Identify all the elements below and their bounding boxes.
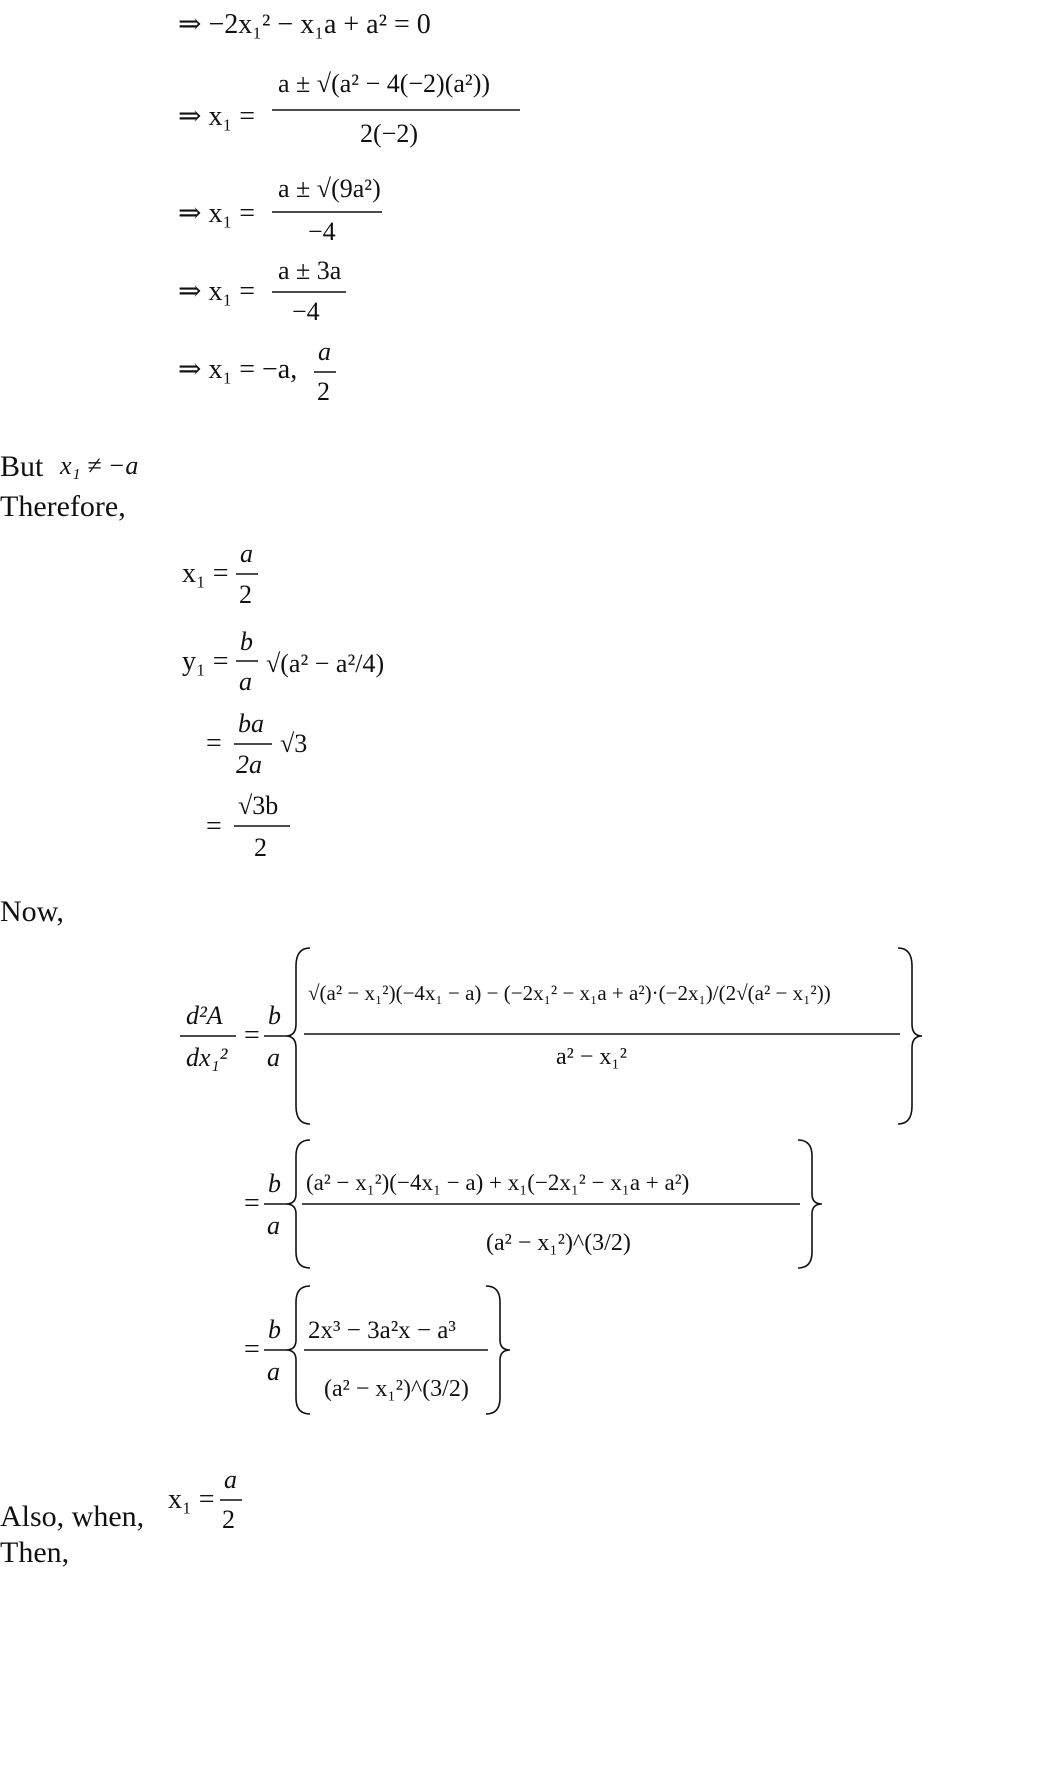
second-derivative-line-1 — [180, 948, 922, 1124]
svg-text:ba: ba — [238, 709, 264, 738]
svg-text:=: = — [206, 811, 222, 842]
right-brace — [798, 1140, 822, 1268]
svg-text:a: a — [267, 1211, 280, 1240]
step-3-equation — [178, 174, 382, 246]
line-3-denominator: (a² − x₁²)^(3/2) — [324, 1376, 469, 1402]
y1-result — [182, 627, 384, 696]
left-brace — [286, 948, 310, 1124]
y1-root: √(a² − a²/4) — [266, 649, 385, 678]
step-3-denominator: −4 — [308, 217, 336, 246]
svg-text:√3: √3 — [280, 729, 308, 758]
line-2-denominator: (a² − x₁²)^(3/2) — [486, 1230, 631, 1256]
svg-text:dx₁²: dx₁² — [186, 1043, 228, 1072]
svg-text:x₁ =: x₁ = — [168, 1484, 215, 1515]
svg-text:√3b: √3b — [238, 791, 279, 820]
final-condition — [168, 1465, 242, 1534]
therefore-label: Therefore, — [0, 490, 126, 523]
svg-text:2a: 2a — [236, 750, 262, 779]
then-label: Then, — [0, 1536, 70, 1569]
step-4-numerator: a ± 3a — [278, 256, 342, 285]
svg-text:2: 2 — [239, 580, 252, 609]
svg-text:⇒ x₁ = −a,: ⇒ x₁ = −a, — [178, 354, 298, 385]
svg-text:⇒ x₁ =: ⇒ x₁ = — [178, 276, 256, 307]
line-1-denominator: a² − x₁² — [556, 1044, 627, 1070]
svg-text:a: a — [239, 667, 252, 696]
svg-text:=: = — [244, 1334, 260, 1365]
but-label: But — [0, 450, 44, 483]
step-3-numerator: a ± √(9a²) — [278, 174, 381, 203]
svg-text:x₁ =: x₁ = — [182, 558, 229, 589]
svg-text:b: b — [240, 627, 253, 656]
svg-text:2: 2 — [317, 377, 330, 406]
now-label: Now, — [0, 895, 64, 928]
svg-text:b: b — [268, 1315, 281, 1344]
right-brace — [486, 1286, 510, 1414]
condition-expression — [59, 451, 138, 480]
step-4-denominator: −4 — [292, 297, 320, 326]
svg-text:=: = — [244, 1188, 260, 1219]
step-5-equation — [178, 337, 336, 406]
second-derivative-line-2 — [244, 1140, 822, 1268]
right-brace — [898, 948, 922, 1124]
svg-text:a: a — [267, 1043, 280, 1072]
line-1-numerator: √(a² − x₁²)(−4x₁ − a) − (−2x₁² − x₁a + a²)·(−2x₁)/(2√(a² − x₁²)) — [308, 981, 831, 1005]
svg-text:2: 2 — [222, 1505, 235, 1534]
svg-text:y₁ =: y₁ = — [182, 646, 229, 677]
line-3-numerator: 2x³ − 3a²x − a³ — [308, 1317, 456, 1344]
svg-text:=: = — [244, 1020, 260, 1051]
svg-text:b: b — [268, 1169, 281, 1198]
second-derivative-line-3 — [244, 1286, 510, 1414]
y1-step-3 — [206, 791, 290, 862]
y1-step-2 — [206, 709, 307, 779]
step-4-equation — [178, 256, 346, 326]
also-when-label: Also, when, — [0, 1500, 145, 1533]
line-2-numerator: (a² − x₁²)(−4x₁ − a) + x₁(−2x₁² − x₁a + a²) — [306, 1170, 690, 1195]
svg-text:2: 2 — [254, 833, 267, 862]
step-2-denominator: 2(−2) — [360, 119, 418, 148]
step-1-equation — [178, 9, 431, 40]
svg-text:d²A: d²A — [186, 1001, 223, 1030]
svg-text:x₁ ≠ −a: x₁ ≠ −a — [60, 451, 139, 480]
svg-text:⇒ x₁ =: ⇒ x₁ = — [178, 198, 256, 229]
svg-text:⇒ x₁ =: ⇒ x₁ = — [178, 101, 256, 132]
svg-text:=: = — [206, 728, 222, 759]
svg-text:a: a — [224, 1465, 237, 1494]
svg-text:a: a — [267, 1357, 280, 1386]
x1-result — [182, 539, 258, 609]
svg-text:b: b — [268, 1001, 281, 1030]
step-2-equation — [178, 69, 520, 148]
step-2-numerator: a ± √(a² − 4(−2)(a²)) — [278, 69, 491, 98]
svg-text:a: a — [240, 539, 253, 568]
step-1-text: ⇒ −2x₁² − x₁a + a² = 0 — [178, 9, 431, 40]
svg-text:a: a — [318, 337, 331, 366]
